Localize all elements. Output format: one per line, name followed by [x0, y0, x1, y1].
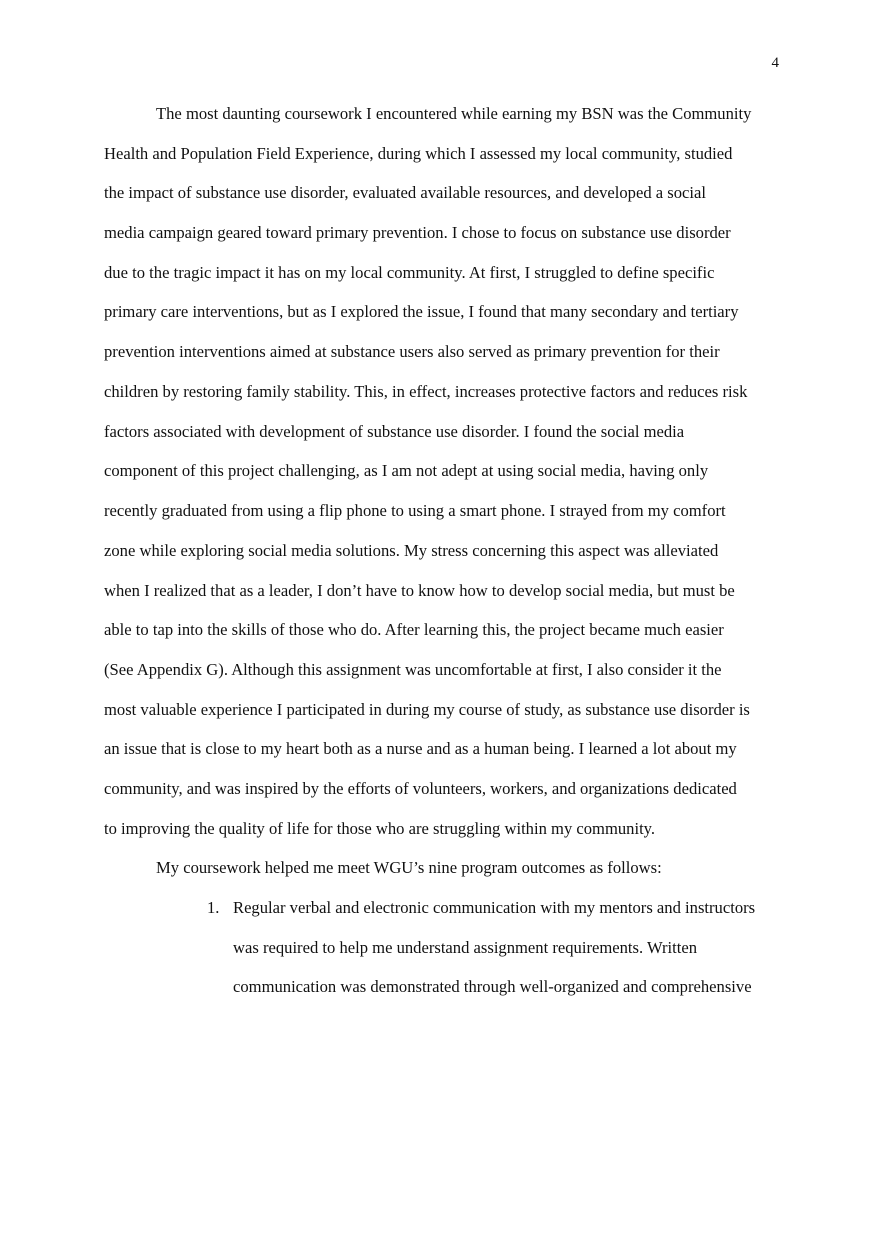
text-line: media campaign geared toward primary prevention. I chose to focus on substance use disorder: [104, 223, 731, 242]
text-line: prevention interventions aimed at substance users also served as primary prevention for their: [104, 342, 720, 361]
text-line: when I realized that as a leader, I don’t have to know how to develop social media, but must be: [104, 581, 735, 600]
list-line: communication was demonstrated through well-organized and comprehensive: [233, 977, 752, 996]
text-line: recently graduated from using a flip phone to using a smart phone. I strayed from my comfort: [104, 501, 726, 520]
intro-sentence: My coursework helped me meet WGU’s nine program outcomes as follows:: [156, 858, 662, 877]
text-line: zone while exploring social media solutions. My stress concerning this aspect was alleviated: [104, 541, 719, 560]
list-line: was required to help me understand assignment requirements. Written: [233, 938, 697, 957]
text-line: primary care interventions, but as I explored the issue, I found that many secondary and tertiary: [104, 302, 739, 321]
text-line: most valuable experience I participated in during my course of study, as substance use disorder is: [104, 700, 750, 719]
text-line: the impact of substance use disorder, evaluated available resources, and developed a social: [104, 183, 707, 202]
text-line: factors associated with development of substance use disorder. I found the social media: [104, 422, 685, 441]
text-line: to improving the quality of life for those who are struggling within my community.: [104, 819, 656, 838]
text-line: community, and was inspired by the efforts of volunteers, workers, and organizations dedicated: [104, 779, 737, 798]
text-line: (See Appendix G). Although this assignment was uncomfortable at first, I also consider it the: [104, 660, 722, 679]
text-line: component of this project challenging, as I am not adept at using social media, having only: [104, 461, 709, 480]
text-line: children by restoring family stability. This, in effect, increases protective factors and reduces risk: [104, 382, 748, 401]
page-number: 4: [771, 55, 779, 71]
text-line: Health and Population Field Experience, during which I assessed my local community, studied: [104, 144, 733, 163]
list-line: Regular verbal and electronic communication with my mentors and instructors: [233, 898, 756, 917]
text-line: an issue that is close to my heart both as a nurse and as a human being. I learned a lot about my: [104, 739, 737, 758]
list-marker: 1.: [207, 898, 220, 917]
text-line: The most daunting coursework I encountered while earning my BSN was the Community: [156, 104, 752, 123]
text-line: due to the tragic impact it has on my local community. At first, I struggled to define specific: [104, 263, 715, 282]
text-line: able to tap into the skills of those who do. After learning this, the project became much easier: [104, 620, 724, 639]
